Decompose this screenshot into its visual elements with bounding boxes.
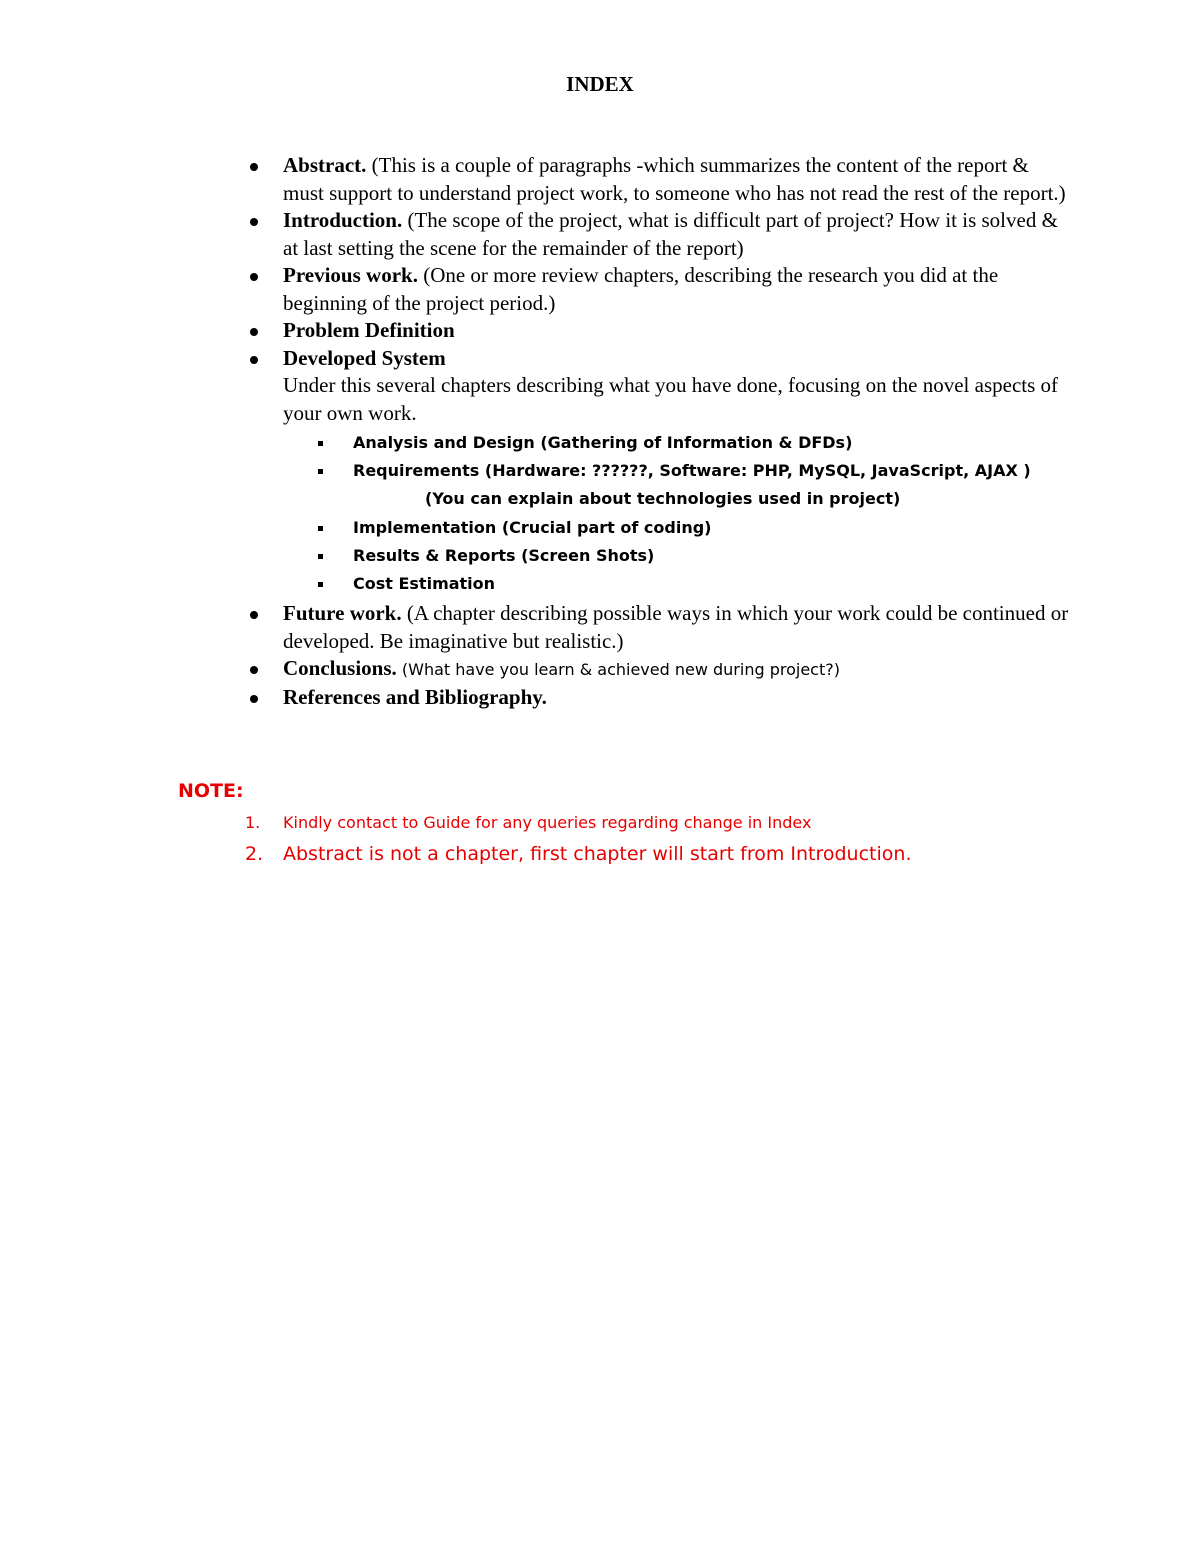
item-description: (This is a couple of paragraphs -which summarizes the content of the report & must support to understand project work, to someone who has not read the rest of the report.) (283, 153, 1066, 205)
note-number: 1. (245, 813, 261, 832)
item-heading: Previous work. (283, 263, 418, 287)
square-bullet-icon (318, 469, 323, 474)
bullet-icon (250, 328, 258, 336)
note-item (245, 836, 911, 872)
list-item-conclusions (240, 655, 1070, 684)
square-bullet-icon (318, 441, 323, 446)
sub-item-cost (283, 570, 1070, 598)
square-bullet-icon (318, 582, 323, 587)
item-description: (One or more review chapters, describing the research you did at the beginning of the project period.) (283, 263, 999, 315)
sub-item-requirements (283, 457, 1070, 513)
item-heading: Developed System (283, 345, 446, 370)
sub-item-text: Implementation (Crucial part of coding) (353, 517, 712, 537)
bullet-icon (250, 611, 258, 619)
item-description: (The scope of the project, what is difficult part of project? How it is solved & at last setting the scene for the remainder of the report) (283, 208, 1058, 260)
bullet-icon (250, 218, 258, 226)
item-heading: Introduction. (283, 208, 403, 232)
bullet-icon (250, 695, 258, 703)
index-list (240, 152, 1070, 711)
bullet-icon (250, 666, 258, 674)
square-bullet-icon (318, 526, 323, 531)
list-item-problem-definition (240, 317, 1070, 345)
sub-list (283, 429, 1070, 598)
item-heading: Future work. (283, 601, 402, 626)
list-item-introduction (240, 207, 1070, 262)
item-description: Under this several chapters describing what you have done, focusing on the novel aspects of your own work. (283, 373, 1059, 425)
sub-item-text: Requirements (Hardware: ??????, Software: PHP, MySQL, JavaScript, AJAX ) (353, 461, 1031, 481)
bullet-icon (250, 273, 258, 281)
sub-item-implementation (283, 514, 1070, 542)
item-description: (What have you learn & achieved new during project?) (396, 660, 840, 680)
bullet-icon (250, 163, 258, 171)
note-item (245, 810, 911, 836)
list-item-developed-system (240, 345, 1070, 599)
note-list (245, 810, 911, 872)
sub-item-note: (You can explain about technologies used in project) (425, 489, 901, 509)
item-heading: Conclusions. (283, 656, 397, 681)
item-heading: Problem Definition (283, 318, 455, 342)
sub-item-results (283, 542, 1070, 570)
list-item-future-work (240, 600, 1070, 655)
note-text: Abstract is not a chapter, first chapter will start from Introduction. (283, 843, 912, 865)
sub-item-text: Cost Estimation (353, 574, 496, 594)
list-item-previous-work (240, 262, 1070, 317)
list-item-references (240, 684, 1070, 712)
sub-item-text: Results & Reports (Screen Shots) (353, 545, 655, 565)
item-description: (A chapter describing possible ways in which your work could be continued or developed. Be imaginative but realistic.) (283, 601, 1069, 653)
item-heading: References and Bibliography. (283, 684, 547, 709)
note-number: 2. (245, 843, 264, 865)
page-title: INDEX (566, 72, 634, 96)
list-item-abstract (240, 152, 1070, 207)
note-text: Kindly contact to Guide for any queries regarding change in Index (283, 813, 812, 832)
bullet-icon (250, 356, 258, 364)
square-bullet-icon (318, 554, 323, 559)
sub-item-text: Analysis and Design (Gathering of Information & DFDs) (353, 433, 853, 452)
note-heading: NOTE: (178, 780, 244, 802)
item-heading: Abstract. (283, 153, 367, 177)
sub-item-analysis (283, 429, 1070, 457)
